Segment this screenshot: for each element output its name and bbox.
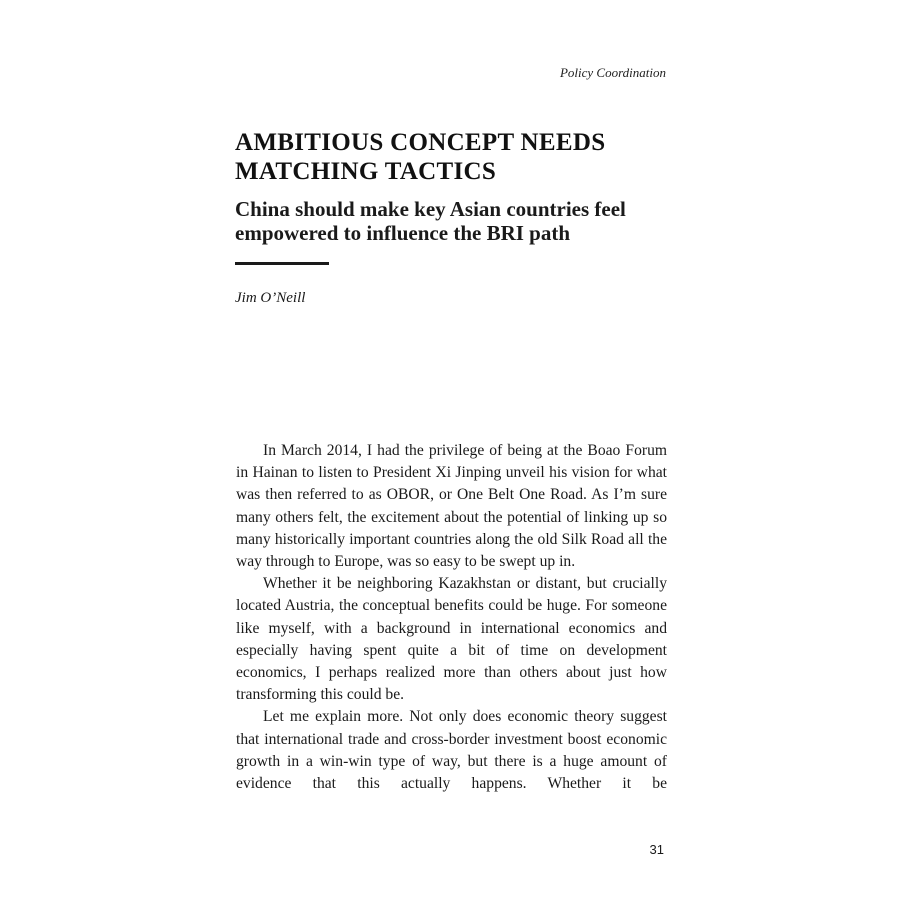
- article-title: AMBITIOUS CONCEPT NEEDS MATCHING TACTICS: [235, 129, 606, 185]
- article-body: [236, 440, 667, 795]
- author-byline: Jim O’Neill: [235, 290, 306, 306]
- paragraph: In March 2014, I had the privilege of being at the Boao Forum in Hainan to listen to President Xi Jinping unveil his vision for what was then referred to as OBOR, or One Belt One Road. As I’m sure many others felt, the excitement about the potential of linking up so many historically important countries along the old Silk Road all the way through to Europe, was so easy to be swept up in.: [236, 442, 667, 571]
- paragraph: Whether it be neighboring Kazakhstan or distant, but crucially located Austria, the conceptual benefits could be huge. For someone like myself, with a background in international economics and especially having spent quite a bit of time on development economics, I perhaps realized more than others about just how transforming this could be.: [236, 575, 667, 704]
- title-divider: [235, 262, 329, 265]
- page-number: 31: [649, 842, 664, 857]
- running-head: Policy Coordination: [559, 65, 666, 80]
- article-subtitle: China should make key Asian countries feel empowered to influence the BRI path: [235, 197, 626, 245]
- paragraph: Let me explain more. Not only does economic theory suggest that international trade and cross-border investment boost economic growth in a win-win type of way, but there is a huge amount of evidence that this actually happens. Whether it be: [236, 708, 667, 793]
